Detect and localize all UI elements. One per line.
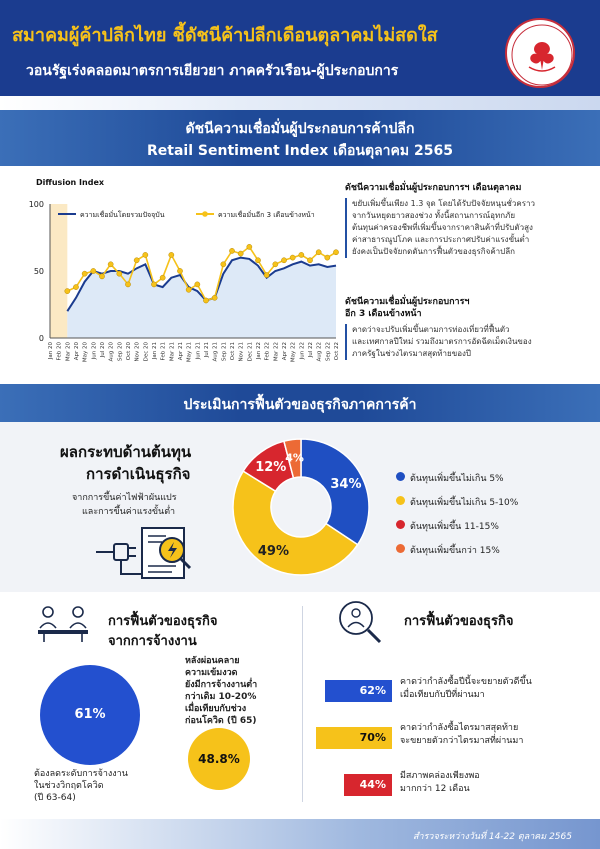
x-tick-label: Oct 20	[126, 342, 132, 361]
caption-line: หลังผ่อนคลาย	[185, 656, 240, 666]
data-point	[333, 250, 338, 255]
caption-line: ก่อนโควิด (ปี 65)	[185, 716, 257, 726]
next-3-months-text	[345, 296, 590, 360]
recovery-bar-q4-purchasing	[316, 727, 392, 749]
x-tick-label: Jul 20	[100, 342, 106, 358]
data-point	[125, 282, 130, 287]
caption-line: ในช่วงวิกฤตโควิด	[34, 781, 104, 791]
legend-label: ความเชื่อมั่นโดยรวมปัจจุบัน	[80, 211, 165, 219]
caption-line: คาดว่ากำลังซื้อไตรมาสสุดท้าย	[400, 723, 519, 733]
caption-line: ความเข้มงวด	[185, 668, 238, 678]
data-point	[108, 262, 113, 267]
body-line: ภาครัฐในช่วงไตรมาสสุดท้ายของปี	[352, 349, 471, 358]
data-point	[82, 271, 87, 276]
legend-swatch	[396, 544, 405, 553]
recovery-banner	[0, 384, 600, 422]
x-tick-label: Aug 21	[212, 342, 219, 362]
data-point	[169, 252, 174, 257]
x-tick-label: May 21	[186, 342, 193, 363]
x-tick-label: Apr 22	[282, 342, 288, 361]
x-tick-label: Jan 21	[152, 342, 158, 360]
data-point	[65, 289, 70, 294]
x-tick-label: Mar 20	[65, 342, 72, 362]
recovery-banner-title: ประเมินการฟื้นตัวของธุรกิจภาคการค้า	[183, 397, 417, 413]
caption-line: ต้องลดระดับการจ้างงาน	[34, 769, 128, 779]
current-month-body	[345, 198, 590, 258]
bar-caption	[400, 676, 532, 702]
x-tick-label: Jun 22	[299, 342, 306, 360]
header-subtitle: วอนรัฐเร่งคลอดมาตรการเยียวยา ภาคครัวเรือน-ผู้ประกอบการ	[26, 63, 399, 79]
bar-caption	[400, 770, 480, 796]
body-line: และเทศกาลปีใหม่ รวมถึงมาตรการอัดฉีดเม็ดเงินของ	[352, 337, 532, 346]
caption-line: เมื่อเทียบกับช่วง	[185, 704, 247, 714]
bar-value: 62%	[359, 684, 386, 697]
body-line: ต้นทุนค่าครองชีพที่เพิ่มขึ้นจากราคาสินค้าที่ปรับตัวสูง	[352, 223, 533, 232]
cost-heading-2: การดำเนินธุรกิจ	[86, 465, 191, 483]
x-tick-label: Feb 20	[56, 342, 63, 361]
data-point	[238, 251, 243, 256]
employment-heading-2: จากการจ้างงาน	[108, 634, 197, 649]
cost-subheading-1: จากการขึ้นค่าไฟฟ้าผันแปร	[72, 493, 177, 503]
x-tick-label: Aug 22	[316, 342, 323, 362]
data-point	[160, 275, 165, 280]
header-stripe	[0, 96, 600, 110]
x-tick-label: Nov 21	[238, 342, 245, 362]
data-point	[264, 272, 269, 277]
body-line: ยังคงเป็นปัจจัยกดดันการฟื้นตัวของธุรกิจค้าปลีก	[352, 247, 515, 256]
x-tick-label: Oct 21	[230, 342, 236, 361]
x-tick-label: Feb 21	[160, 342, 167, 361]
x-tick-label: Mar 21	[169, 342, 176, 362]
people-meeting-icon	[34, 604, 92, 644]
shaded-period	[50, 204, 67, 338]
data-point	[177, 268, 182, 273]
thai-retailers-association-logo-icon	[505, 18, 575, 88]
y-tick-label: 100	[28, 200, 44, 209]
data-point	[299, 252, 304, 257]
current-month-text	[345, 182, 590, 258]
data-point	[143, 252, 148, 257]
x-tick-label: May 20	[82, 342, 89, 363]
bar-value: 70%	[359, 731, 386, 744]
next-3-months-heading-2: อีก 3 เดือนข้างหน้า	[345, 309, 422, 319]
x-tick-label: Jul 21	[204, 342, 210, 358]
caption-line: เมื่อเทียบกับปีที่ผ่านมา	[400, 690, 485, 700]
data-point	[195, 282, 200, 287]
sentiment-banner	[0, 110, 600, 166]
retail-sentiment-line-chart	[20, 176, 340, 372]
legend-label: ความเชื่อมั่นอีก 3 เดือนข้างหน้า	[218, 211, 315, 219]
data-point	[247, 244, 252, 249]
caption-line: (ปี 63-64)	[34, 793, 76, 803]
chart-y-axis-label: Diffusion Index	[36, 178, 105, 187]
x-tick-label: Jan 20	[48, 342, 54, 360]
x-tick-label: Nov 20	[134, 342, 141, 362]
survey-period: สำรวจระหว่างวันที่ 14-22 ตุลาคม 2565	[413, 832, 572, 842]
recovery-bar-purchasing-power	[325, 680, 392, 702]
sentiment-banner-title-th: ดัชนีความเชื่อมั่นผู้ประกอบการค้าปลีก	[185, 121, 415, 137]
electricity-plug-invoice-icon	[92, 522, 202, 584]
caption-line: มีสภาพคล่องเพียงพอ	[400, 771, 480, 781]
legend-swatch	[396, 496, 405, 505]
data-point	[255, 258, 260, 263]
data-point	[117, 271, 122, 276]
donut-label: 4%	[285, 451, 304, 465]
body-line: ขยับเพิ่มขึ้นเพียง 1.3 จุด โดยได้รับปัจจัยหนุนชั่วคราว	[352, 199, 535, 208]
x-tick-label: Dec 20	[143, 342, 150, 362]
recovery-heading: การฟื้นตัวของธุรกิจ	[404, 614, 514, 629]
next-3-months-body	[345, 324, 590, 360]
y-tick-label: 50	[33, 267, 44, 276]
x-tick-label: Apr 21	[178, 342, 184, 361]
employment-heading-1: การฟื้นตัวของธุรกิจ	[108, 614, 218, 629]
recovery-bar-liquidity	[344, 774, 392, 796]
data-point	[290, 255, 295, 260]
x-tick-label: Jul 22	[308, 342, 314, 358]
x-tick-label: Oct 22	[334, 342, 340, 361]
data-point	[281, 258, 286, 263]
header-title: สมาคมผู้ค้าปลีกไทย ชี้ดัชนีค้าปลีกเดือนตุลาคมไม่สดใส	[12, 25, 438, 46]
x-tick-label: Sep 20	[117, 342, 124, 362]
legend-swatch-dot	[202, 211, 208, 217]
footer	[0, 819, 600, 849]
legend-label: ต้นทุนเพิ่มขึ้น 11-15%	[410, 522, 499, 532]
cost-heading-1: ผลกระทบด้านต้นทุน	[60, 443, 192, 461]
body-line: คาดว่าจะปรับเพิ่มขึ้นตามการท่องเที่ยวที่ฟื้นตัว	[352, 325, 510, 334]
data-point	[325, 255, 330, 260]
data-point	[307, 258, 312, 263]
sentiment-banner-title-en: Retail Sentiment Index เดือนตุลาคม 2565	[147, 143, 453, 159]
x-tick-label: Dec 21	[247, 342, 254, 362]
employment-cut-caption	[34, 768, 184, 804]
next-3-months-heading-1: ดัชนีความเชื่อมั่นผู้ประกอบการฯ	[345, 297, 470, 307]
legend-swatch	[396, 520, 405, 529]
body-line: ค่าสาธารณูปโภค และการประกาศปรับค่าแรงขั้นต่ำ	[352, 235, 530, 244]
x-tick-label: Feb 22	[264, 342, 271, 361]
data-point	[134, 258, 139, 263]
x-tick-label: Sep 21	[221, 342, 228, 362]
data-point	[91, 268, 96, 273]
section-divider	[302, 606, 303, 802]
x-tick-label: Aug 20	[108, 342, 115, 362]
body-line: จากวันหยุดยาวสองช่วง ทั้งนี้สถานการณ์อุทกภัย	[352, 211, 516, 220]
x-tick-label: Sep 22	[325, 342, 332, 362]
donut-label: 49%	[257, 543, 289, 559]
employment-low-bubble	[188, 728, 250, 790]
caption-line: มากกว่า 12 เดือน	[400, 784, 470, 794]
legend-label: ต้นทุนเพิ่มขึ้นไม่เกิน 5-10%	[410, 498, 519, 508]
bar-value: 44%	[359, 778, 386, 791]
cost-donut-chart	[226, 432, 376, 582]
caption-line: จะขยายตัวกว่าไตรมาสที่ผ่านมา	[400, 736, 524, 746]
x-tick-label: Jun 20	[91, 342, 98, 360]
employment-low-caption	[185, 655, 295, 727]
caption-line: ยังมีการจ้างงานต่ำ	[185, 680, 258, 690]
legend-label: ต้นทุนเพิ่มขึ้นกว่า 15%	[410, 546, 500, 556]
x-tick-label: May 22	[290, 342, 297, 363]
bar-caption	[400, 722, 523, 748]
x-tick-label: Jan 22	[256, 342, 262, 360]
legend-label: ต้นทุนเพิ่มขึ้นไม่เกิน 5%	[410, 474, 504, 484]
magnifier-people-icon	[330, 596, 386, 646]
caption-line: คาดว่ากำลังซื้อปีนี้จะขยายตัวดีขึ้น	[400, 677, 532, 687]
employment-cut-value: 61%	[74, 707, 106, 722]
donut-label: 12%	[255, 459, 287, 475]
data-point	[229, 248, 234, 253]
current-month-heading: ดัชนีความเชื่อมั่นผู้ประกอบการฯ เดือนตุลาคม	[345, 183, 522, 193]
x-tick-label: Jun 21	[195, 342, 202, 360]
data-point	[186, 287, 191, 292]
y-tick-label: 0	[38, 334, 44, 343]
data-point	[73, 284, 78, 289]
data-point	[212, 295, 217, 300]
employment-low-value: 48.8%	[198, 752, 240, 766]
x-tick-label: Mar 22	[273, 342, 280, 362]
data-point	[151, 282, 156, 287]
donut-label: 34%	[330, 476, 362, 492]
data-point	[273, 262, 278, 267]
data-point	[203, 298, 208, 303]
data-point	[99, 274, 104, 279]
cost-subheading-2: และการขึ้นค่าแรงขั้นต่ำ	[82, 507, 176, 517]
data-point	[221, 262, 226, 267]
x-tick-label: Apr 20	[74, 342, 80, 361]
employment-cut-bubble	[40, 665, 140, 765]
caption-line: กว่าเดิม 10-20%	[185, 692, 257, 702]
legend-swatch	[396, 472, 405, 481]
data-point	[316, 250, 321, 255]
